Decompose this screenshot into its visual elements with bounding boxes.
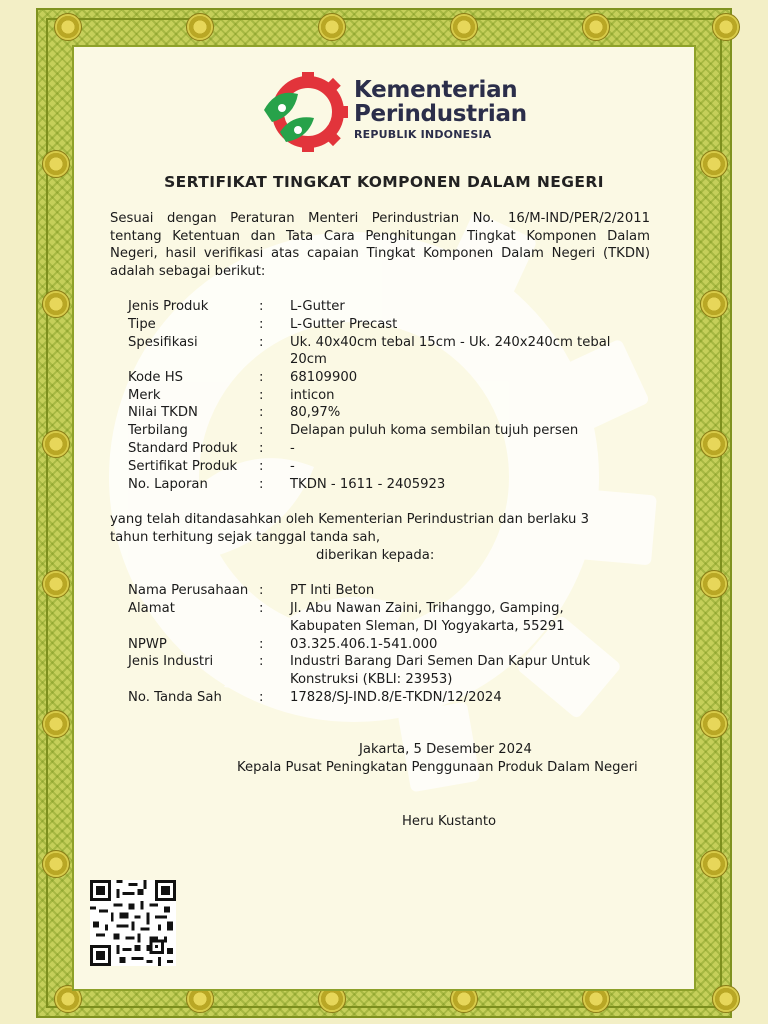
label-terbilang: Terbilang — [128, 423, 188, 438]
colon: : — [259, 637, 264, 652]
colon: : — [259, 370, 264, 385]
label-alamat: Alamat — [128, 601, 175, 616]
value-spesifikasi: Uk. 40x40cm tebal 15cm - Uk. 240x240cm tebal — [290, 335, 611, 350]
validity-line-1: yang telah ditandasahkan oleh Kementerian Perindustrian dan berlaku 3 — [110, 512, 589, 527]
label-merk: Merk — [128, 388, 161, 403]
logo-line-perindustrian: Perindustrian — [354, 101, 527, 127]
intro-line: tentang Ketentuan dan Tata Cara Penghitungan Tingkat Komponen Dalam — [110, 228, 650, 244]
colon: : — [259, 405, 264, 420]
value-merk: inticon — [290, 388, 335, 403]
label-nama-perusahaan: Nama Perusahaan — [128, 583, 249, 598]
value-npwp: 03.325.406.1-541.000 — [290, 637, 438, 652]
colon: : — [259, 299, 264, 314]
value-spesifikasi-cont: 20cm — [290, 352, 327, 367]
logo-line-republik: REPUBLIK INDONESIA — [354, 128, 492, 141]
label-spesifikasi: Spesifikasi — [128, 335, 198, 350]
label-kode-hs: Kode HS — [128, 370, 184, 385]
logo-text — [354, 78, 527, 141]
value-nama-perusahaan: PT Inti Beton — [290, 583, 375, 598]
signature-position: Kepala Pusat Peningkatan Penggunaan Produk Dalam Negeri — [237, 760, 638, 775]
value-terbilang: Delapan puluh koma sembilan tujuh persen — [290, 423, 579, 438]
value-no-laporan: TKDN - 1611 - 2405923 — [290, 477, 446, 492]
value-tipe: L-Gutter Precast — [290, 317, 398, 332]
colon: : — [259, 459, 264, 474]
value-kode-hs: 68109900 — [290, 370, 358, 385]
intro-line: Sesuai dengan Peraturan Menteri Perindustrian No. 16/M-IND/PER/2/2011 — [110, 211, 650, 226]
colon: : — [259, 601, 264, 616]
colon: : — [259, 583, 264, 598]
value-alamat: Jl. Abu Nawan Zaini, Trihanggo, Gamping, — [290, 601, 564, 616]
signature-place-date: Jakarta, 5 Desember 2024 — [359, 742, 532, 757]
colon: : — [259, 388, 264, 403]
colon: : — [259, 423, 264, 438]
colon: : — [259, 690, 264, 705]
label-tipe: Tipe — [128, 317, 156, 332]
colon: : — [259, 335, 264, 350]
label-npwp: NPWP — [128, 637, 167, 652]
label-standard-produk: Standard Produk — [128, 441, 238, 456]
value-jenis-industri-cont: Konstruksi (KBLI: 23953) — [290, 672, 453, 687]
value-tanda-sah: 17828/SJ-IND.8/E-TKDN/12/2024 — [290, 690, 502, 705]
label-no-laporan: No. Laporan — [128, 477, 208, 492]
value-jenis-produk: L-Gutter — [290, 299, 345, 314]
value-sertifikat-produk: - — [290, 459, 295, 474]
colon: : — [259, 317, 264, 332]
intro-line: adalah sebagai berikut: — [110, 263, 266, 279]
signature-name: Heru Kustanto — [402, 814, 497, 829]
label-jenis-produk: Jenis Produk — [128, 299, 209, 314]
label-nilai-tkdn: Nilai TKDN — [128, 405, 198, 420]
value-alamat-cont: Kabupaten Sleman, DI Yogyakarta, 55291 — [290, 619, 565, 634]
colon: : — [259, 654, 264, 669]
label-jenis-industri: Jenis Industri — [128, 654, 214, 669]
validity-line-2: tahun terhitung sejak tanggal tanda sah, — [110, 530, 381, 545]
validity-line-3: diberikan kepada: — [316, 548, 435, 563]
value-jenis-industri: Industri Barang Dari Semen Dan Kapur Untuk — [290, 654, 591, 669]
label-sertifikat-produk: Sertifikat Produk — [128, 459, 238, 474]
qr-code-icon[interactable] — [90, 880, 176, 966]
intro-line: Negeri, hasil verifikasi atas capaian Tingkat Komponen Dalam Negeri (TKDN) — [110, 246, 650, 262]
label-tanda-sah: No. Tanda Sah — [128, 690, 222, 705]
certificate-title: SERTIFIKAT TINGKAT KOMPONEN DALAM NEGERI — [164, 173, 604, 191]
intro-paragraph — [110, 210, 650, 280]
value-standard-produk: - — [290, 441, 295, 456]
logo-line-kementerian: Kementerian — [354, 77, 518, 103]
colon: : — [259, 441, 264, 456]
colon: : — [259, 477, 264, 492]
kemenperin-logo-icon — [258, 70, 350, 154]
value-nilai-tkdn: 80,97% — [290, 405, 341, 420]
